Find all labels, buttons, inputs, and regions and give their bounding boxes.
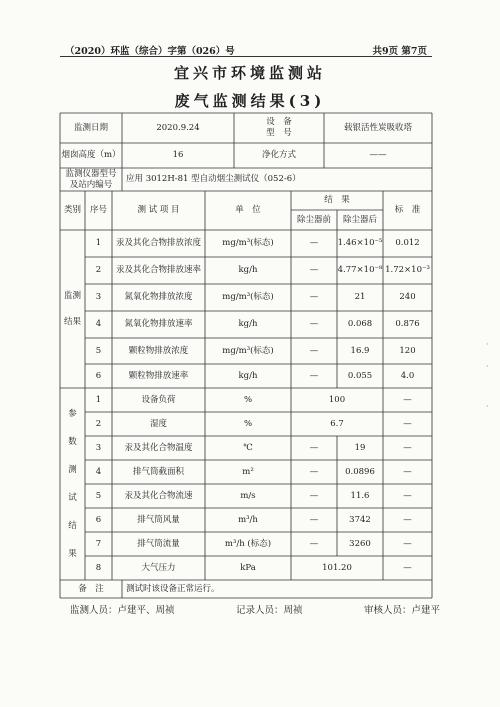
page-indicator: 共9页 第7页 [372, 46, 427, 57]
row-unit: mg/m³(标态) [222, 238, 274, 248]
row-standard: 4.0 [400, 370, 415, 381]
row-unit: kg/h [238, 265, 258, 275]
row-item: 汞及其化合物排放浓度 [115, 238, 201, 248]
instrument-label [60, 168, 122, 191]
col-result: 结 果 [324, 195, 350, 205]
row-item: 排气筒流量 [137, 538, 180, 549]
col-item: 测 试 项 目 [137, 205, 180, 215]
row-after: 3742 [349, 514, 371, 525]
col-after: 除尘器后 [342, 214, 377, 225]
row-standard: 120 [399, 345, 416, 356]
group-parameters-char: 参 [68, 409, 77, 419]
equipment-value: 载银活性炭吸收塔 [343, 122, 412, 133]
row-before: — [309, 442, 319, 453]
row-before: — [309, 466, 319, 477]
col-category: 类别 [63, 205, 81, 215]
row-before: — [309, 490, 319, 501]
page-subtitle: 废气监测结果(3) [174, 92, 326, 110]
row-number: 6 [95, 370, 102, 381]
stack-height-value: 16 [172, 150, 184, 160]
row-standard: — [403, 442, 412, 453]
row-unit: % [243, 394, 253, 405]
remark-text: 测试时该设备正常运行。 [126, 583, 220, 594]
row-number: 2 [95, 418, 102, 429]
signature-footer [70, 602, 440, 616]
recorder-staff: 记录人员：周祯 [235, 605, 303, 616]
row-number: 2 [95, 265, 102, 275]
margin-mark: · [486, 340, 489, 349]
page-title: 宜兴市环境监测站 [173, 64, 326, 82]
stack-height-label: 烟囱高度（m） [61, 150, 121, 160]
row-standard: 0.012 [395, 238, 420, 248]
group-parameters-label [60, 388, 85, 580]
row-standard: 240 [399, 292, 416, 302]
row-before: — [309, 370, 319, 381]
row-after: 19 [354, 442, 366, 453]
row-number: 1 [95, 394, 102, 405]
row-item: 颗粒物排放速率 [128, 370, 189, 381]
group-monitoring-label-1: 监测 [63, 291, 81, 301]
row-unit: kg/h [238, 319, 258, 329]
col-before: 除尘器前 [296, 214, 331, 225]
row-number: 5 [95, 490, 102, 501]
group-monitoring-label [60, 230, 85, 388]
row-after: 3260 [349, 538, 371, 549]
row-item: 大气压力 [141, 562, 176, 573]
row-number: 3 [95, 292, 102, 302]
equipment-label-line1: 设 备 [266, 117, 292, 127]
row-before: — [309, 292, 319, 302]
equipment-label-line2: 型 号 [266, 128, 292, 138]
row-item: 颗粒物排放浓度 [128, 345, 189, 356]
row-unit: ℃ [243, 442, 253, 453]
row-standard: — [403, 418, 412, 429]
row-number: 6 [95, 514, 102, 525]
row-number: 3 [95, 442, 102, 453]
row-standard: — [403, 562, 412, 573]
row-merged-result: 6.7 [330, 418, 344, 429]
row-unit: kPa [240, 562, 256, 573]
margin-mark: · [486, 402, 489, 411]
row-item: 氮氧化物排放速率 [124, 319, 193, 329]
row-number: 4 [95, 319, 102, 329]
row-item: 汞及其化合物流速 [124, 490, 193, 501]
row-unit: m² [242, 466, 254, 477]
row-before: — [309, 238, 319, 248]
row-standard: — [403, 466, 412, 477]
instrument-label-line2: 及站内编号 [69, 179, 113, 190]
row-after: 4.77×10⁻⁸ [337, 265, 383, 275]
row-before: — [309, 319, 319, 329]
row-item: 设备负荷 [141, 394, 176, 405]
row-standard: — [403, 538, 412, 549]
row-unit: m³/h (标态) [224, 538, 272, 549]
group-parameters-char: 测 [68, 465, 77, 475]
row-number: 8 [95, 562, 102, 573]
row-after: 16.9 [350, 345, 370, 356]
row-before: — [309, 265, 319, 275]
row-number: 1 [95, 238, 102, 248]
row-unit: m/s [240, 490, 256, 501]
instrument-label-line1: 监测仪器型号 [65, 168, 117, 179]
row-item: 汞及其化合物温度 [124, 442, 193, 453]
row-merged-result: 100 [328, 394, 346, 405]
row-after: 0.068 [347, 319, 373, 329]
row-item: 湿度 [149, 418, 167, 429]
monitor-staff: 监测人员：卢建平、周祯 [70, 605, 175, 616]
group-parameters-char: 试 [68, 493, 77, 503]
row-standard: — [403, 394, 412, 405]
row-after: 0.0896 [345, 466, 375, 477]
row-standard: 1.72×10⁻³ [385, 265, 430, 275]
purification-label: 净化方式 [261, 150, 296, 160]
row-number: 5 [95, 345, 102, 356]
row-before: — [309, 538, 319, 549]
row-standard: — [403, 490, 412, 501]
row-item: 汞及其化合物排放速率 [115, 265, 201, 275]
col-unit: 单 位 [235, 205, 261, 215]
row-standard: — [403, 514, 412, 525]
margin-mark: · [486, 362, 489, 371]
group-monitoring-label-2: 结果 [63, 317, 81, 327]
reviewer-staff: 审核人员：卢建平 [363, 605, 440, 616]
row-unit: % [243, 418, 253, 429]
row-after: 21 [354, 292, 366, 302]
remark-label: 备 注 [78, 583, 104, 594]
equipment-label [234, 113, 324, 143]
group-parameters-char: 果 [68, 549, 77, 559]
row-number: 4 [95, 466, 102, 477]
date-label: 监测日期 [73, 122, 108, 133]
row-after: 0.055 [347, 370, 373, 381]
group-parameters-char: 结 [68, 521, 77, 531]
row-item: 排气筒风量 [137, 514, 180, 525]
date-value: 2020.9.24 [156, 122, 200, 133]
row-number: 7 [95, 538, 102, 549]
row-unit: mg/m³(标态) [222, 292, 274, 302]
group-parameters-char: 数 [68, 437, 77, 447]
row-after: 11.6 [350, 490, 370, 501]
row-merged-result: 101.20 [322, 562, 352, 573]
row-item: 排气筒截面积 [132, 466, 184, 477]
row-before: — [309, 514, 319, 525]
row-item: 氮氧化物排放浓度 [124, 292, 193, 302]
col-standard: 标 准 [394, 205, 421, 215]
row-after: 1.46×10⁻⁵ [337, 238, 383, 248]
instrument-value: 应用 3012H-81 型自动烟尘测试仪（052-6） [126, 174, 301, 184]
col-seq: 序号 [89, 205, 107, 215]
row-unit: kg/h [238, 370, 258, 381]
row-unit: m³/h [238, 514, 258, 525]
row-unit: mg/m³(标态) [222, 345, 274, 356]
row-before: — [309, 345, 319, 356]
document-number: （2020）环监（综合）字第（026）号 [65, 46, 235, 57]
purification-value: —— [369, 150, 387, 160]
row-standard: 0.876 [395, 319, 420, 329]
